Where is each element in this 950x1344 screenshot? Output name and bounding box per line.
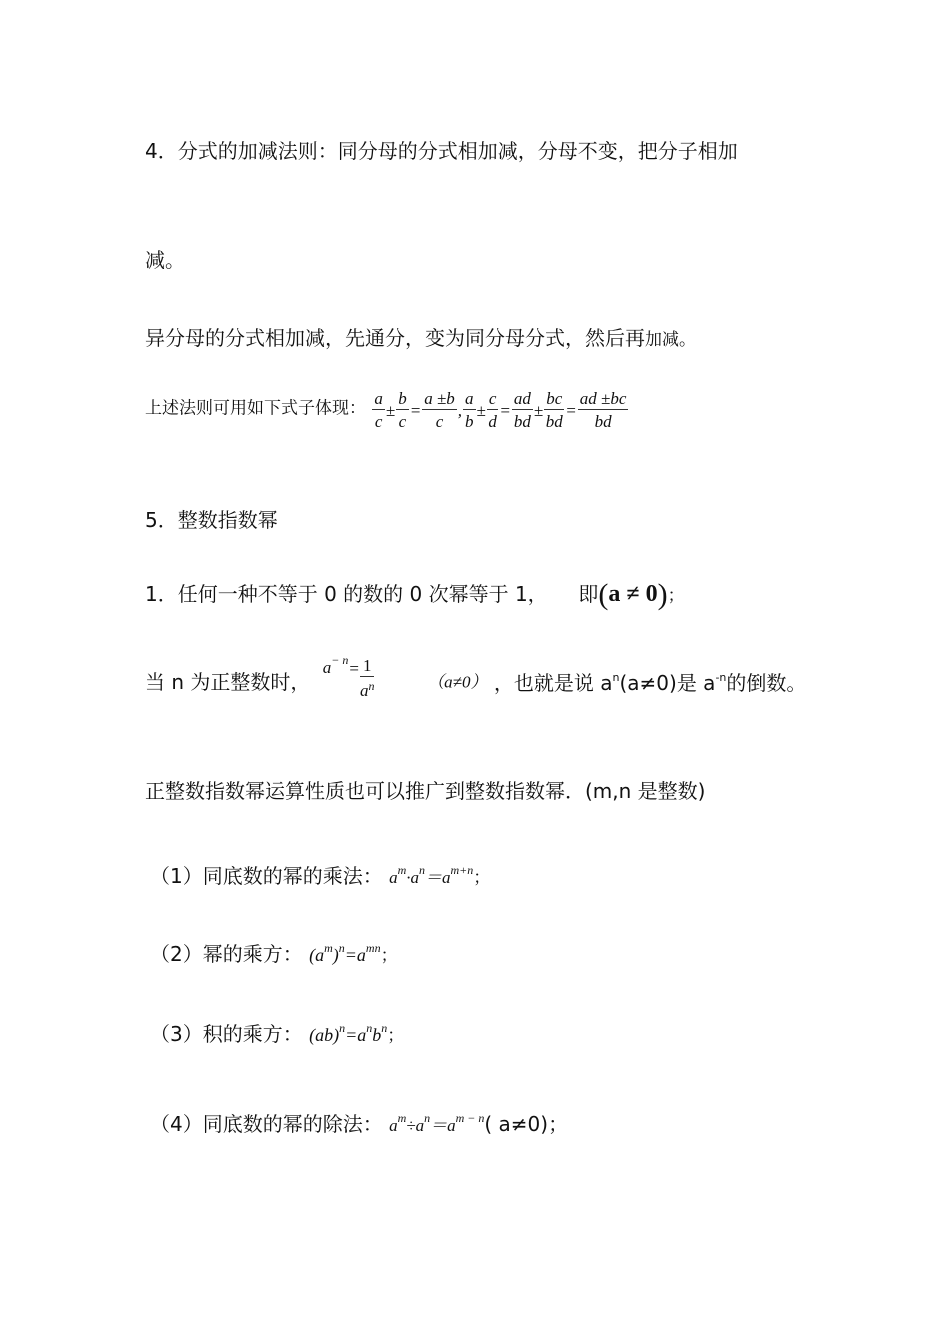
rule-4-label: （4）同底数的幂的除法： [150,1112,383,1136]
fraction-c-over-d: $\frac{c}{d}$ [488,389,497,431]
negative-exponent-rule [145,652,807,700]
rule-1-multiplication: （1）同底数的幂的乘法： $a^m\cdot a^n=a^{m+n}$； [150,863,491,888]
section-4-title-continued: 减。 [145,248,185,272]
rule-4-division: （4）同底数的幂的除法： $a^m\div a^n=a^{m - n}$( a≠0)； [150,1111,569,1136]
fraction-a-over-c: $\frac{a}{c}$ [374,389,383,431]
fraction-ad-over-bd: $\frac{ad}{bd}$ [513,389,531,431]
fraction-add-formula: $\frac{a}{c}$ ± $\frac{b}{c}$ = $\frac{a \pm b}{c}$ , $\frac{a}{b}$ ± $\frac{c}{d}$ = $\frac{ad}{bd}$ ± $\frac{bc}{bd}$ = $\frac{ad \pm bc}{bd}$ [374,389,627,431]
rule-2-formula: $(a^m)^n=a^{mn}$ [309,941,381,965]
rule-2-label: （2）幂的乘方： [150,942,303,966]
negative-exponent-condition: （a≠0） [427,672,488,692]
negative-exponent-explanation: ，也就是说 $a^n(a\ne 0)$是 $a^{-n}$的倒数。 [493,670,807,695]
fraction-result: $\frac{ad \pm bc}{bd}$ [579,389,627,431]
zero-exponent-condition: a ≠ 0 [608,581,658,607]
rule-2-main-text: 异分母的分式相加减，先通分，变为同分母分式，然后再 [145,326,645,350]
formula-label: 上述法则可用如下式子体现： [145,398,366,419]
section-4-formula-line [145,390,628,430]
rule-3-power-of-product: （3）积的乘方： $(ab)^n=a^nb^n$； [150,1021,405,1046]
section-5-title: 5．整数指数幂 [145,508,278,532]
rule-2-power-of-power: （2）幂的乘方： $(a^m)^n=a^{mn}$； [150,941,398,966]
fraction-sum-over-c: $\frac{a \pm b}{c}$ [424,389,455,431]
rule-4-formula: $a^m\div a^n=a^{m - n}$ [389,1111,485,1135]
zero-exponent-rule: 1．任何一种不等于 0 的数的 0 次幂等于 1， 即(a ≠ 0)； [145,578,685,611]
fraction-b-over-c: $\frac{b}{c}$ [398,389,407,431]
zero-exponent-text: 1．任何一种不等于 0 的数的 0 次幂等于 1， [145,582,548,606]
rule-2-small-text: 加减。 [645,330,696,350]
general-statement: 正整数指数幂运算性质也可以推广到整数指数幂．(m,n 是整数) [145,779,706,803]
one-over-a-n: $\frac{1}{a^n}$ [359,656,375,700]
rule-1-formula: $a^m\cdot a^n=a^{m+n}$ [389,863,474,887]
fraction-bc-over-bd: $\frac{bc}{bd}$ [545,389,563,431]
rule-3-formula: $(ab)^n=a^nb^n$ [309,1021,388,1045]
zero-exponent-ji: 即 [578,582,599,606]
rule-1-label: （1）同底数的幂的乘法： [150,864,383,888]
section-4-title: 4．分式的加减法则：同分母的分式相加减，分母不变，把分子相加 [145,139,738,163]
negative-exponent-formula: $a^{- n}=$ $\frac{1}{a^n}$ [322,652,375,700]
negative-exponent-label: 当 n 为正整数时， [145,670,311,694]
section-4-rule-2 [145,328,696,349]
rule-3-label: （3）积的乘方： [150,1022,303,1046]
fraction-a-over-b: $\frac{a}{b}$ [465,389,474,431]
